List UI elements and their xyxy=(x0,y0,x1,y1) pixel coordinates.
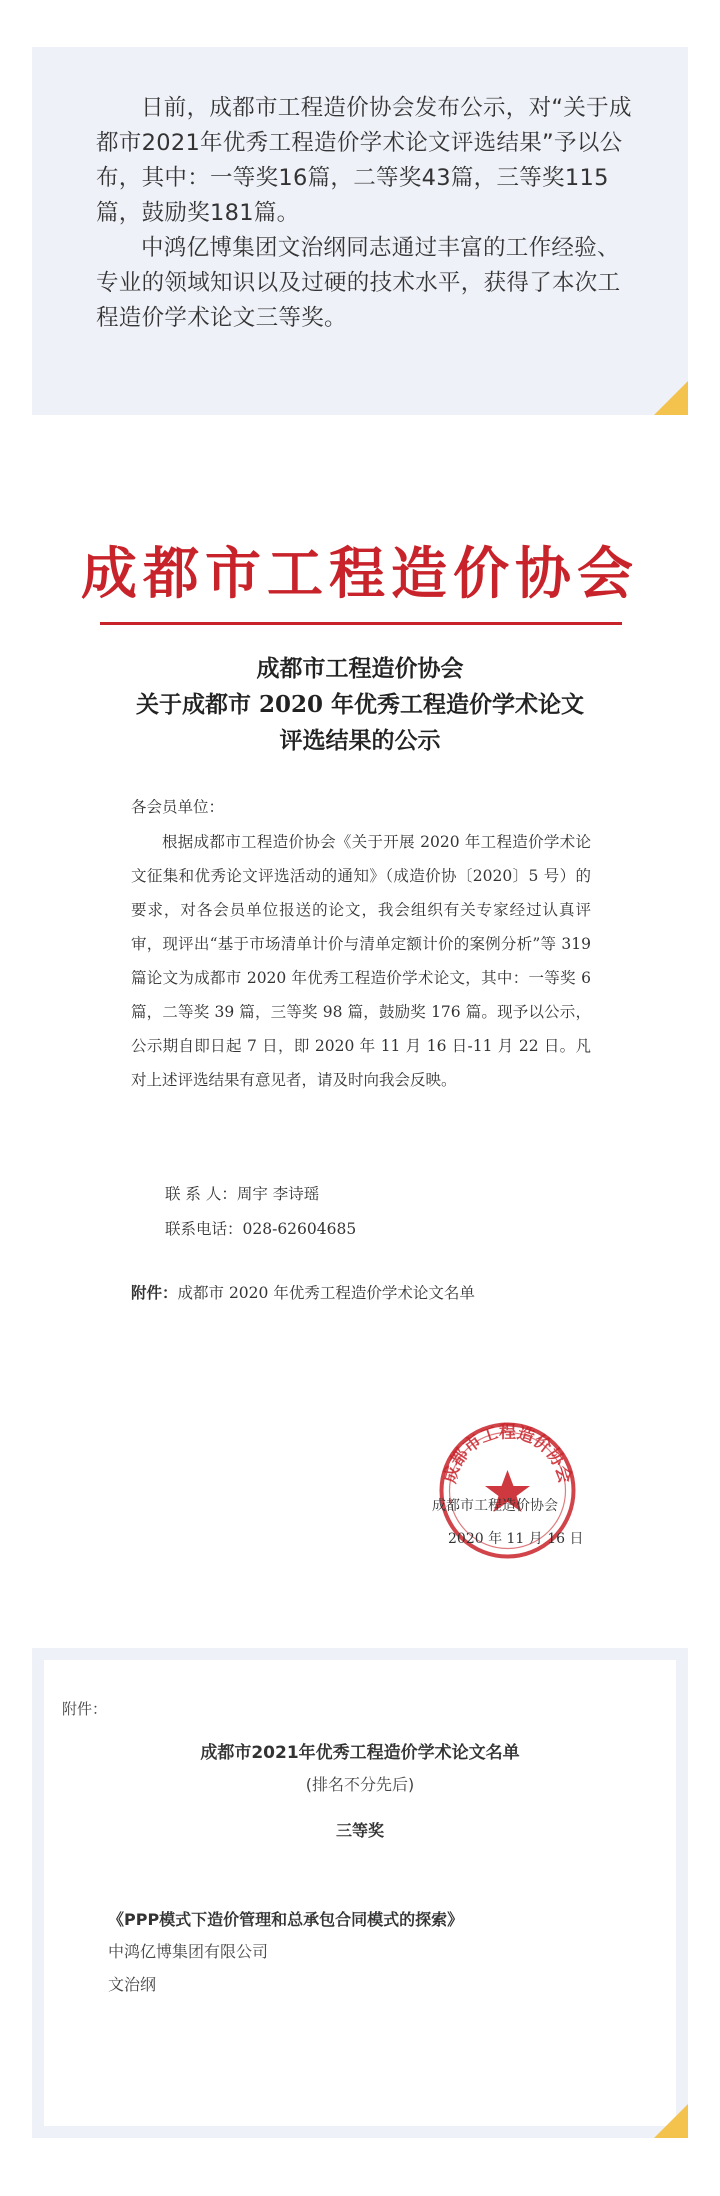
intro-card xyxy=(32,47,688,415)
attachment-title: 成都市2021年优秀工程造价学术论文名单 xyxy=(200,1743,520,1763)
notice-title-line-3: 评选结果的公示 xyxy=(279,727,441,754)
corner-accent-icon xyxy=(654,2104,688,2138)
prize-level: 三等奖 xyxy=(335,1821,384,1840)
attachment-subtitle: (排名不分先后) xyxy=(305,1775,415,1794)
paper-author: 文治纲 xyxy=(108,1975,157,1994)
attachment-sheet xyxy=(44,1660,676,2126)
paper-company: 中鸿亿博集团有限公司 xyxy=(108,1942,269,1961)
signature-date: 2020 年 11 月 16 日 xyxy=(448,1531,584,1547)
header-divider xyxy=(100,622,622,625)
notice-title-line-2: 关于成都市 2020 年优秀工程造价学术论文 xyxy=(135,691,585,718)
notice-document xyxy=(0,440,720,1610)
association-header: 成都市工程造价协会 xyxy=(81,541,639,607)
seal-text: 成都市工程造价协会 xyxy=(440,1422,575,1486)
intro-paragraph-2: 中鸿亿博集团文治纲同志通过丰富的工作经验、专业的领域知识以及过硬的技术水平，获得了本次工程造价学术论文三等奖。 xyxy=(96,235,621,331)
notice-title-line-1: 成都市工程造价协会 xyxy=(256,655,464,682)
attachment-card xyxy=(32,1648,688,2138)
intro-paragraph-1: 日前，成都市工程造价协会发布公示，对“关于成都市2021年优秀工程造价学术论文评选结果”予以公布，其中：一等奖16篇，二等奖43篇，三等奖115篇，鼓励奖181篇。 xyxy=(96,95,632,226)
contact-person: 联 系 人：周宇 李诗瑶 xyxy=(165,1185,320,1203)
paper-title: 《PPP模式下造价管理和总承包合同模式的探索》 xyxy=(108,1910,464,1929)
contact-phone: 联系电话：028-62604685 xyxy=(165,1220,357,1238)
attachment-reference xyxy=(131,1281,475,1303)
corner-accent-icon xyxy=(654,381,688,415)
attachment-reference-label: 附件： xyxy=(131,1283,178,1302)
attachment-reference-text: 成都市 2020 年优秀工程造价学术论文名单 xyxy=(177,1284,475,1302)
notice-body: 根据成都市工程造价协会《关于开展 2020 年工程造价学术论文征集和优秀论文评选活动的通知》（成造价协〔2020〕5 号）的要求，对各会员单位报送的论文，我会组织有关专家经过认真评审，现评出“基于市场清单计价与清单定额计价的案例分析”等 319 篇论文为成都市 2020 年优秀工程造价学术论文，其中：一等奖 6 篇，二等奖 39 篇，三等奖 98 篇，鼓励奖 176 篇。现予以公示，公示期自即日起 7 日，即 2020 年 11 月 16 日-11 月 22 日。凡对上述评选结果有意见者，请及时向我会反映。 xyxy=(131,833,591,1089)
signature-organization: 成都市工程造价协会 xyxy=(432,1498,558,1514)
salutation: 各会员单位： xyxy=(131,798,225,816)
attachment-label: 附件： xyxy=(62,1700,108,1718)
